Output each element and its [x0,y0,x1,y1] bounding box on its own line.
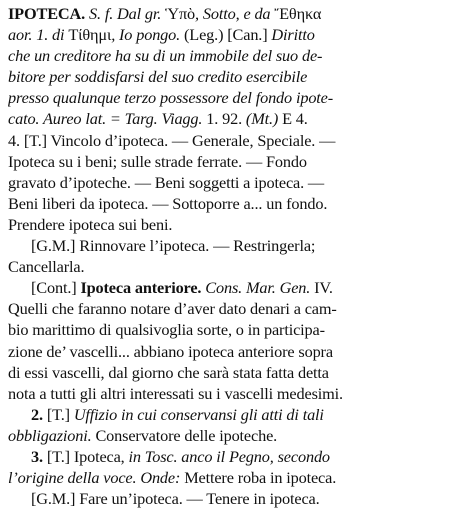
entry-text-segment: Prendere ipoteca sui beni. [8,214,173,234]
entry-text-segment: [Cont.] [31,278,81,298]
entry-line [8,151,463,172]
entry-line [8,362,463,383]
entry-line [8,3,463,24]
entry-text-segment: presso qualunque terzo possessore del fondo ipote- [8,88,334,108]
entry-text-segment: IPOTECA. [8,4,86,23]
entry-text-segment: Quelli che faranno notare d’aver dato denari a cam- [8,299,337,319]
entry-text-segment: E 4. [278,109,308,129]
entry-line [8,214,463,235]
entry-line [8,193,463,214]
entry-line [8,87,463,108]
entry-text-segment: obbligazioni. [8,425,92,445]
entry-line [8,298,463,319]
entry-text-segment: gravato d’ipoteche. — Beni soggetti a ipoteca. — [8,172,325,192]
entry-text-segment: , Io pongo. [111,25,181,45]
entry-text-segment: Cons. Mar. Gen. [201,278,311,298]
entry-text-segment: nota a tutti gli altri interessati su i vascelli medesimi. [8,383,343,403]
entry-line [8,383,463,404]
entry-text-segment: , Sotto, e da [195,4,275,23]
entry-text-segment: (Mt.) [245,109,279,129]
entry-line [8,446,463,467]
entry-text-segment: Ipoteca su i beni; sulle strade ferrate. — Fondo [8,151,307,171]
entry-text-segment: [G.M.] Fare un’ipoteca. — Tenere in ipoteca. [31,489,320,509]
entry-line [8,467,463,488]
entry-text-segment: S. f. Dal gr. [85,4,166,23]
entry-line [8,45,463,66]
entry-text-segment: bio marittimo di qualsivoglia sorte, o in participa- [8,320,325,340]
entry-line [8,108,463,129]
entry-text-segment: Τίθημι [68,25,112,45]
entry-line [8,256,463,277]
entry-text-segment: (Leg.) [Can.] [180,25,272,45]
entry-text-segment: Conservatore delle ipoteche. [91,425,278,445]
entry-text-segment: 1. 92. [202,109,246,129]
entry-text-segment: [T.] Ipoteca, [46,446,129,466]
entry-text-segment: [T.] [46,404,74,424]
entry-text-segment: 3. [31,446,47,466]
entry-text-segment: Cancellarla. [8,257,85,277]
entry-text-segment: di essi vascelli, dal giorno che sarà stata fatta detta [8,362,329,382]
entry-text-segment: [G.M.] Rinnovare l’ipoteca. — Restringerla; [31,236,316,256]
entry-text-segment: Ἔθηκα [274,4,322,23]
entry-line [8,404,463,425]
entry-text-segment: l’origine della voce. Onde: [8,468,181,488]
entry-text-segment: bitore per soddisfarsi del suo credito esercibile [8,67,308,87]
entry-text-segment: 2. [31,404,47,424]
entry-text-segment: cato. Aureo lat. = Targ. Viagg. [8,109,203,129]
entry-text-segment: aor. 1. di [8,25,69,45]
entry-line [8,235,463,256]
entry-text-segment: Mettere roba in ipoteca. [180,468,337,488]
entry-text-segment: 4. [T.] Vincolo d’ipoteca. — Generale, Speciale. — [8,130,336,150]
entry-line [8,66,463,87]
entry-text-segment: Diritto [271,25,315,45]
entry-text-segment: Beni liberi da ipoteca. — Sottoporre a... un fondo. [8,193,328,213]
entry-line [8,341,463,362]
entry-line [8,425,463,446]
entry-line [8,172,463,193]
entry-text-segment: Ipoteca anteriore. [80,278,202,298]
entry-line [8,24,463,45]
entry-line [8,277,463,298]
entry-line [8,130,463,151]
entry-text-segment: che un creditore ha su di un immobile del suo de- [8,46,323,66]
entry-text-segment: IV. [310,278,333,298]
entry-text-segment: Uffizio in cui conservansi gli atti di tali [73,404,324,424]
entry-line [8,319,463,340]
entry-text-segment: Ὑπὸ [165,4,196,23]
entry-line [8,488,463,509]
entry-text-segment: zione de’ vascelli... abbiano ipoteca anteriore sopra [8,341,333,361]
entry-text-segment: in Tosc. anco il Pegno, secondo [128,446,330,466]
